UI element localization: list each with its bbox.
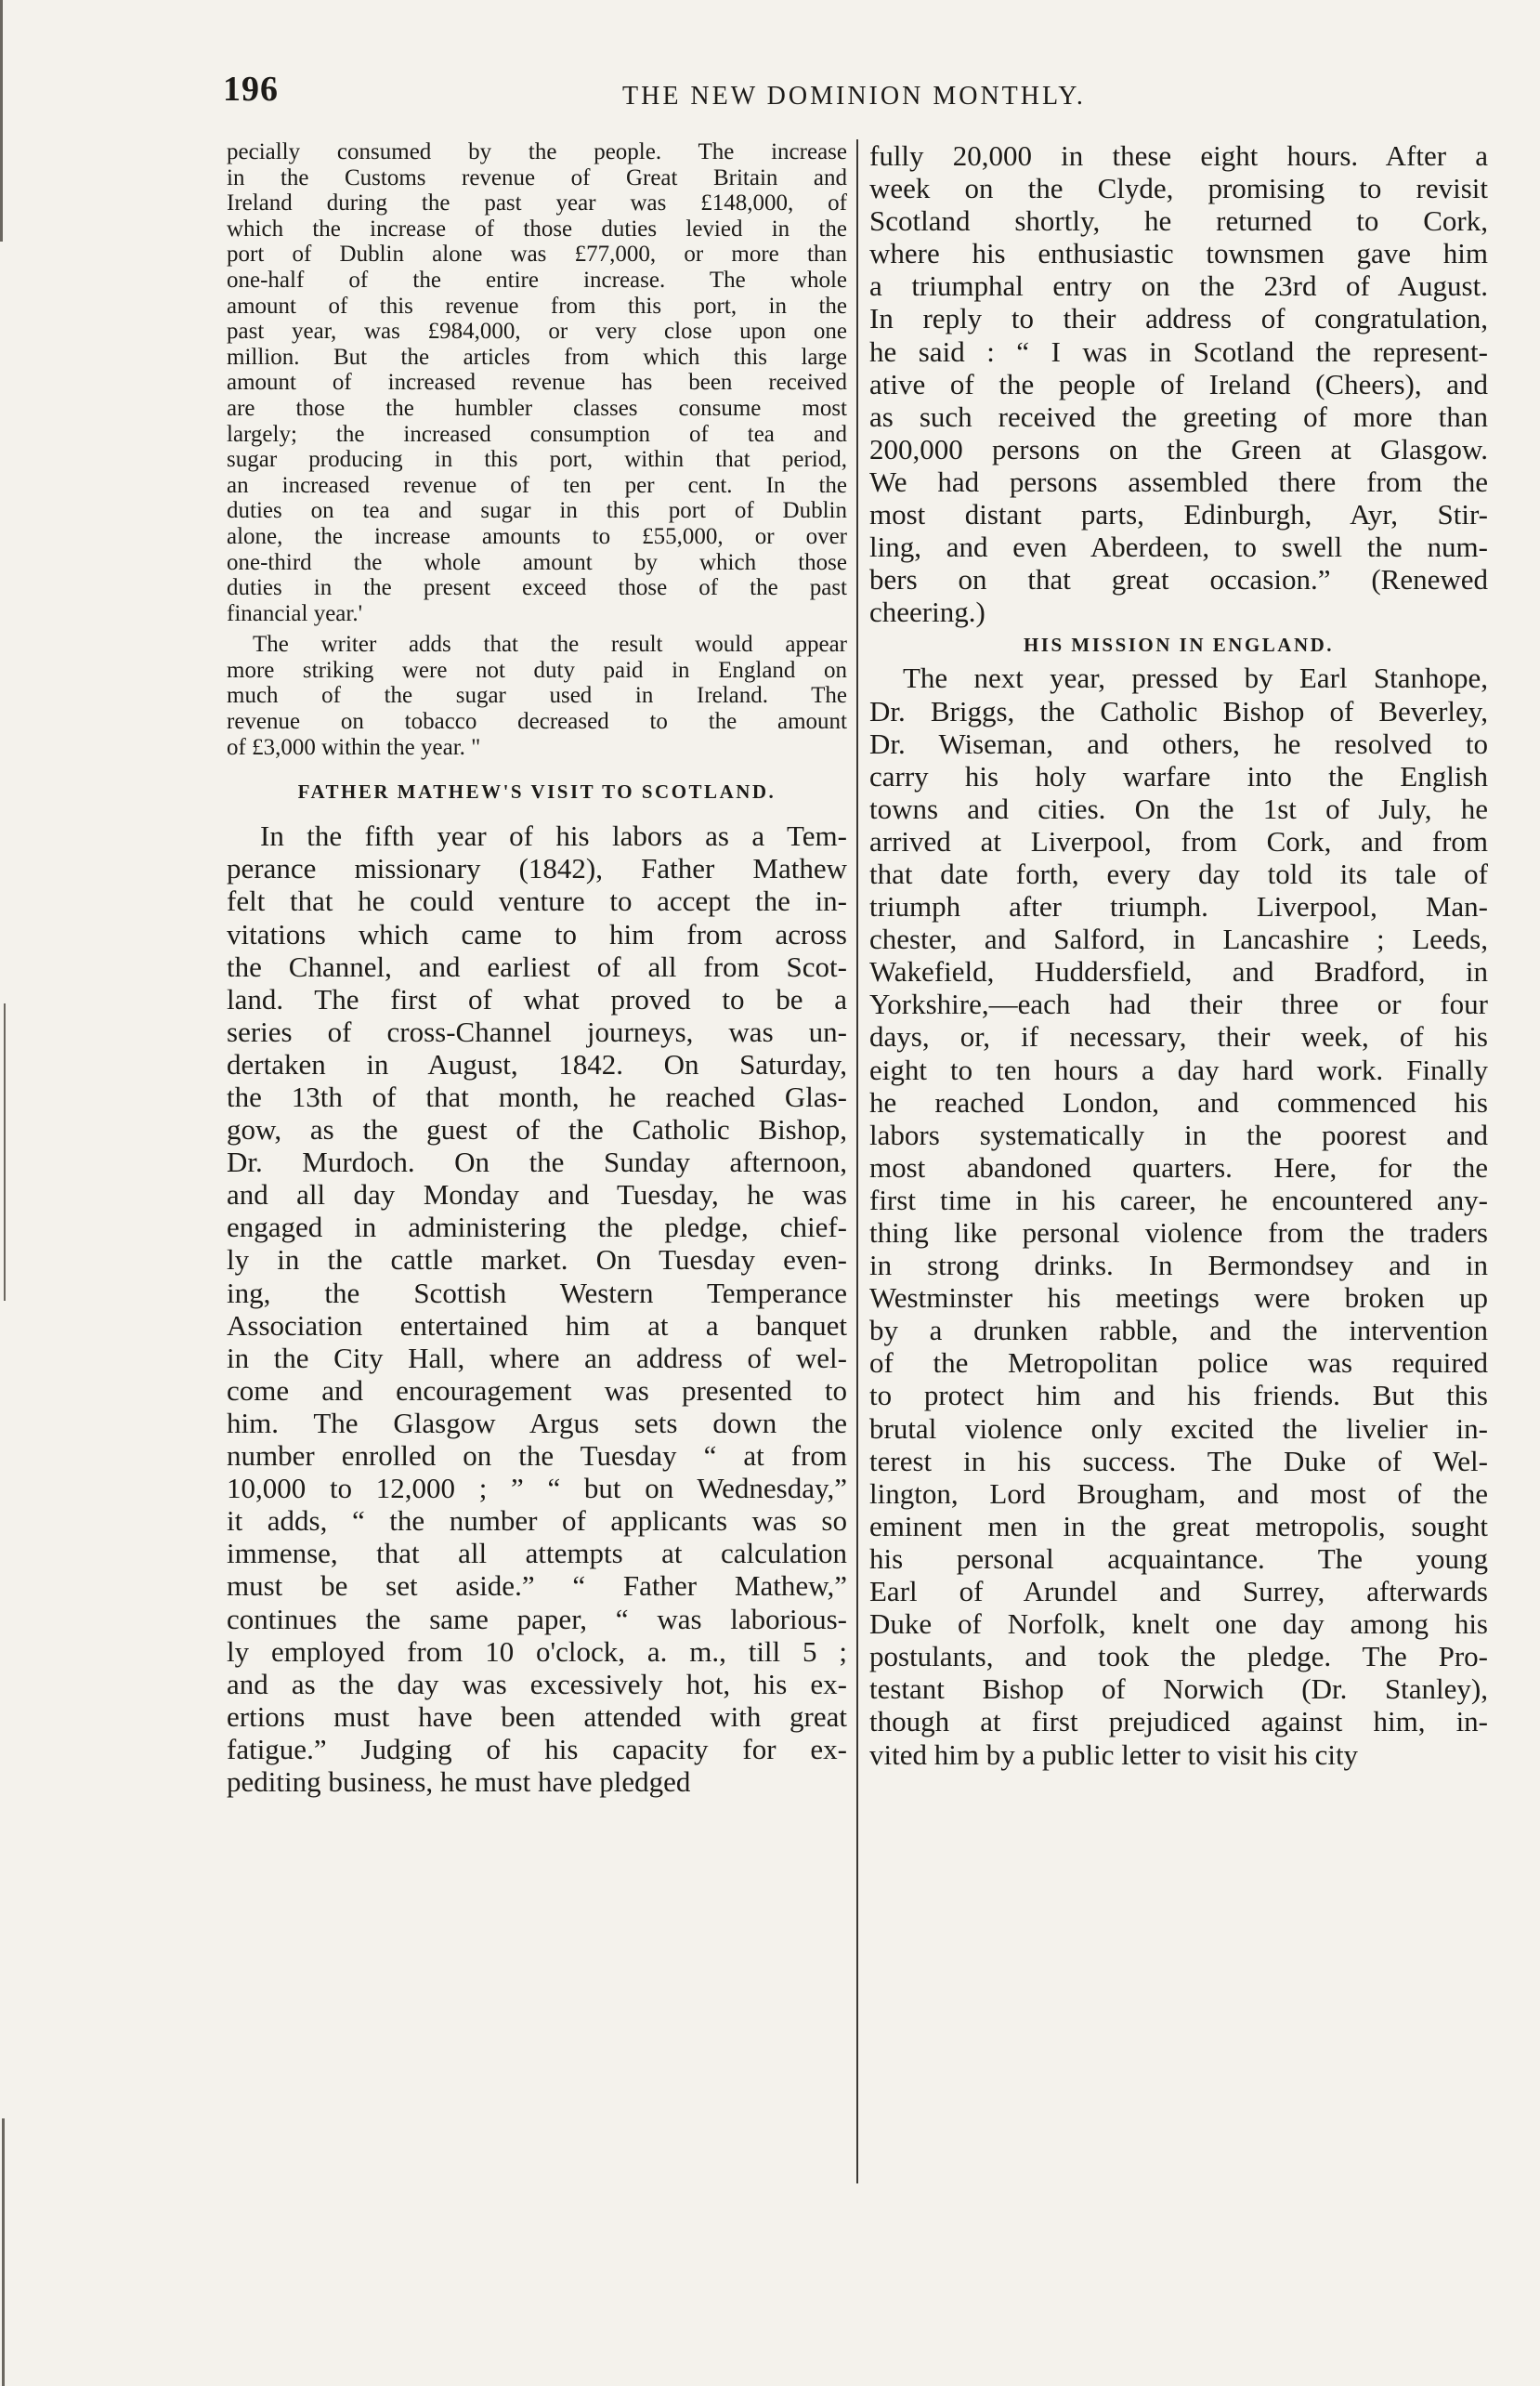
section-heading-england: HIS MISSION IN ENGLAND. bbox=[1023, 634, 1335, 657]
text-line: in the City Hall, where an address of wel- bbox=[227, 1341, 847, 1374]
quoted-passage bbox=[227, 139, 847, 626]
text-line: by a drunken rabble, and the intervention bbox=[869, 1314, 1488, 1347]
text-line: Wakefield, Huddersfield, and Bradford, in bbox=[869, 955, 1488, 989]
text-line: ly in the cattle market. On Tuesday even- bbox=[227, 1243, 847, 1277]
text-line: of the Metropolitan police was required bbox=[869, 1346, 1488, 1380]
text-line: pecially consumed by the people. The increase bbox=[227, 139, 847, 164]
text-line: The next year, pressed by Earl Stanhope, bbox=[903, 662, 1488, 695]
text-line: financial year.' bbox=[227, 600, 363, 626]
text-line: Dr. Briggs, the Catholic Bishop of Beverley, bbox=[869, 694, 1488, 728]
text-line: carry his holy warfare into the English bbox=[869, 759, 1488, 793]
text-line: labors systematically in the poorest and bbox=[869, 1118, 1488, 1151]
text-line: revenue on tobacco decreased to the amount bbox=[227, 709, 847, 735]
text-line: alone, the increase amounts to £55,000, or over bbox=[227, 523, 847, 549]
text-line: The writer adds that the result would appear bbox=[253, 632, 847, 658]
text-line: We had persons assembled there from the bbox=[869, 465, 1488, 498]
text-line: dertaken in August, 1842. On Saturday, bbox=[227, 1047, 847, 1081]
text-line: towns and cities. On the 1st of July, he bbox=[869, 792, 1488, 825]
text-line: ertions must have been attended with great bbox=[227, 1699, 847, 1733]
text-line: Yorkshire,—each had their three or four bbox=[869, 988, 1488, 1021]
text-line: felt that he could venture to accept the in- bbox=[227, 885, 847, 918]
text-line: to protect him and his friends. But this bbox=[869, 1379, 1488, 1412]
text-line: number enrolled on the Tuesday “ at from bbox=[227, 1439, 847, 1473]
text-line: amount of this revenue from this port, in the bbox=[227, 293, 847, 319]
text-line: as such received the greeting of more than bbox=[869, 400, 1488, 433]
text-line: an increased revenue of ten per cent. In the bbox=[227, 472, 847, 498]
text-line: terest in his success. The Duke of Wel- bbox=[869, 1444, 1488, 1477]
text-line: Association entertained him at a banquet bbox=[227, 1308, 847, 1342]
text-line: a triumphal entry on the 23rd of August. bbox=[869, 269, 1488, 303]
text-line: Duke of Norfolk, knelt one day among his bbox=[869, 1607, 1488, 1641]
text-line: fully 20,000 in these eight hours. After a bbox=[869, 139, 1488, 172]
text-line: ative of the people of Ireland (Cheers), and bbox=[869, 367, 1488, 400]
text-line: eight to ten hours a day hard work. Finally bbox=[869, 1053, 1488, 1086]
text-line: most abandoned quarters. Here, for the bbox=[869, 1150, 1488, 1184]
text-line: triumph after triumph. Liverpool, Man- bbox=[869, 890, 1488, 924]
writer-note bbox=[227, 632, 847, 760]
running-title: THE NEW DOMINION MONTHLY. bbox=[622, 82, 1086, 111]
text-line: gow, as the guest of the Catholic Bishop, bbox=[227, 1113, 847, 1147]
text-line: of £3,000 within the year. " bbox=[227, 734, 481, 760]
text-line: in strong drinks. In Bermondsey and in bbox=[869, 1249, 1488, 1282]
text-line: arrived at Liverpool, from Cork, and from bbox=[869, 824, 1488, 858]
section-heading-scotland: FATHER MATHEW'S VISIT TO SCOTLAND. bbox=[297, 780, 777, 804]
text-line: where his enthusiastic townsmen gave him bbox=[869, 237, 1488, 270]
text-line: his personal acquaintance. The young bbox=[869, 1541, 1488, 1575]
text-line: Ireland during the past year was £148,000, of bbox=[227, 190, 847, 216]
scan-edge-mark bbox=[0, 0, 3, 242]
text-line: duties in the present exceed those of the past bbox=[227, 575, 847, 601]
text-line: Dr. Wiseman, and others, he resolved to bbox=[869, 727, 1488, 760]
text-line: Scotland shortly, he returned to Cork, bbox=[869, 204, 1488, 238]
text-line: In the fifth year of his labors as a Tem- bbox=[260, 819, 847, 853]
text-line: thing like personal violence from the traders bbox=[869, 1216, 1488, 1249]
text-line: vited him by a public letter to visit his city bbox=[869, 1737, 1359, 1771]
scotland-body-continued bbox=[869, 139, 1488, 628]
text-line: testant Bishop of Norwich (Dr. Stanley), bbox=[869, 1672, 1488, 1706]
text-line: 200,000 persons on the Green at Glasgow. bbox=[869, 432, 1488, 465]
text-line: the 13th of that month, he reached Glas- bbox=[227, 1081, 847, 1113]
text-line: land. The first of what proved to be a bbox=[227, 982, 847, 1016]
text-line: eminent men in the great metropolis, sought bbox=[869, 1509, 1488, 1542]
text-line: much of the sugar used in Ireland. The bbox=[227, 683, 847, 709]
text-line: ling, and even Aberdeen, to swell the num- bbox=[869, 531, 1488, 564]
page-number: 196 bbox=[223, 70, 279, 109]
text-line: must be set aside.” “ Father Mathew,” bbox=[227, 1569, 847, 1603]
text-line: week on the Clyde, promising to revisit bbox=[869, 172, 1488, 205]
text-line: and as the day was excessively hot, his ex- bbox=[227, 1667, 847, 1700]
text-line: past year, was £984,000, or very close upon one bbox=[227, 319, 847, 345]
text-line: sugar producing in this port, within that period, bbox=[227, 447, 847, 473]
text-line: more striking were not duty paid in England on bbox=[227, 657, 847, 683]
column-divider bbox=[856, 139, 858, 2183]
scan-edge-mark bbox=[4, 1003, 6, 1301]
text-line: amount of increased revenue has been received bbox=[227, 370, 847, 396]
text-line: 10,000 to 12,000 ; ” “ but on Wednesday,” bbox=[227, 1472, 847, 1505]
text-line: million. But the articles from which this large bbox=[227, 344, 847, 370]
text-line: come and encouragement was presented to bbox=[227, 1373, 847, 1407]
text-line: are those the humbler classes consume most bbox=[227, 395, 847, 421]
text-line: perance missionary (1842), Father Mathew bbox=[227, 852, 847, 885]
scan-edge-mark bbox=[2, 2118, 5, 2386]
text-line: lington, Lord Brougham, and most of the bbox=[869, 1476, 1488, 1510]
text-line: which the increase of those duties levied in the bbox=[227, 216, 847, 242]
text-line: series of cross-Channel journeys, was un- bbox=[227, 1015, 847, 1048]
scotland-body bbox=[227, 819, 847, 1798]
text-line: that date forth, every day told its tale of bbox=[869, 857, 1488, 890]
text-line: continues the same paper, “ was laborious- bbox=[227, 1602, 847, 1635]
text-line: fatigue.” Judging of his capacity for ex- bbox=[227, 1732, 847, 1765]
text-line: days, or, if necessary, their week, of his bbox=[869, 1020, 1488, 1054]
text-line: ly employed from 10 o'clock, a. m., till 5 ; bbox=[227, 1634, 847, 1668]
text-line: one-half of the entire increase. The whole bbox=[227, 267, 847, 293]
text-line: him. The Glasgow Argus sets down the bbox=[227, 1406, 847, 1439]
text-line: chester, and Salford, in Lancashire ; Leeds, bbox=[869, 923, 1488, 956]
text-line: and all day Monday and Tuesday, he was bbox=[227, 1178, 847, 1212]
text-line: in the Customs revenue of Great Britain and bbox=[227, 164, 847, 190]
text-line: duties on tea and sugar in this port of Dublin bbox=[227, 498, 847, 524]
text-line: though at first prejudiced against him, in- bbox=[869, 1705, 1488, 1738]
text-line: cheering.) bbox=[869, 596, 985, 629]
text-line: one-third the whole amount by which those bbox=[227, 549, 847, 575]
text-line: most distant parts, Edinburgh, Ayr, Stir- bbox=[869, 498, 1488, 531]
text-line: engaged in administering the pledge, chief- bbox=[227, 1211, 847, 1244]
text-line: it adds, “ the number of applicants was so bbox=[227, 1504, 847, 1538]
left-column bbox=[227, 139, 847, 1798]
text-line: In reply to their address of congratulation, bbox=[869, 302, 1488, 335]
text-line: he reached London, and commenced his bbox=[869, 1085, 1488, 1119]
text-line: Dr. Murdoch. On the Sunday afternoon, bbox=[227, 1146, 847, 1179]
text-line: ing, the Scottish Western Temperance bbox=[227, 1276, 847, 1309]
text-line: bers on that great occasion.” (Renewed bbox=[869, 563, 1488, 596]
text-line: the Channel, and earliest of all from Scot- bbox=[227, 950, 847, 983]
text-line: pediting business, he must have pledged bbox=[227, 1764, 691, 1798]
text-line: Westminster his meetings were broken up bbox=[869, 1281, 1488, 1315]
text-line: he said : “ I was in Scotland the represent- bbox=[869, 334, 1488, 368]
text-line: largely; the increased consumption of tea and bbox=[227, 421, 847, 447]
page-header bbox=[223, 69, 1477, 115]
text-line: vitations which came to him from across bbox=[227, 917, 847, 950]
text-line: brutal violence only excited the livelier in- bbox=[869, 1411, 1488, 1445]
text-line: postulants, and took the pledge. The Pro- bbox=[869, 1640, 1488, 1673]
text-line: first time in his career, he encountered any- bbox=[869, 1183, 1488, 1216]
england-body bbox=[869, 662, 1488, 1770]
text-line: port of Dublin alone was £77,000, or more than bbox=[227, 242, 847, 268]
right-column bbox=[869, 139, 1488, 1771]
text-line: immense, that all attempts at calculation bbox=[227, 1537, 847, 1570]
text-line: Earl of Arundel and Surrey, afterwards bbox=[869, 1575, 1488, 1608]
